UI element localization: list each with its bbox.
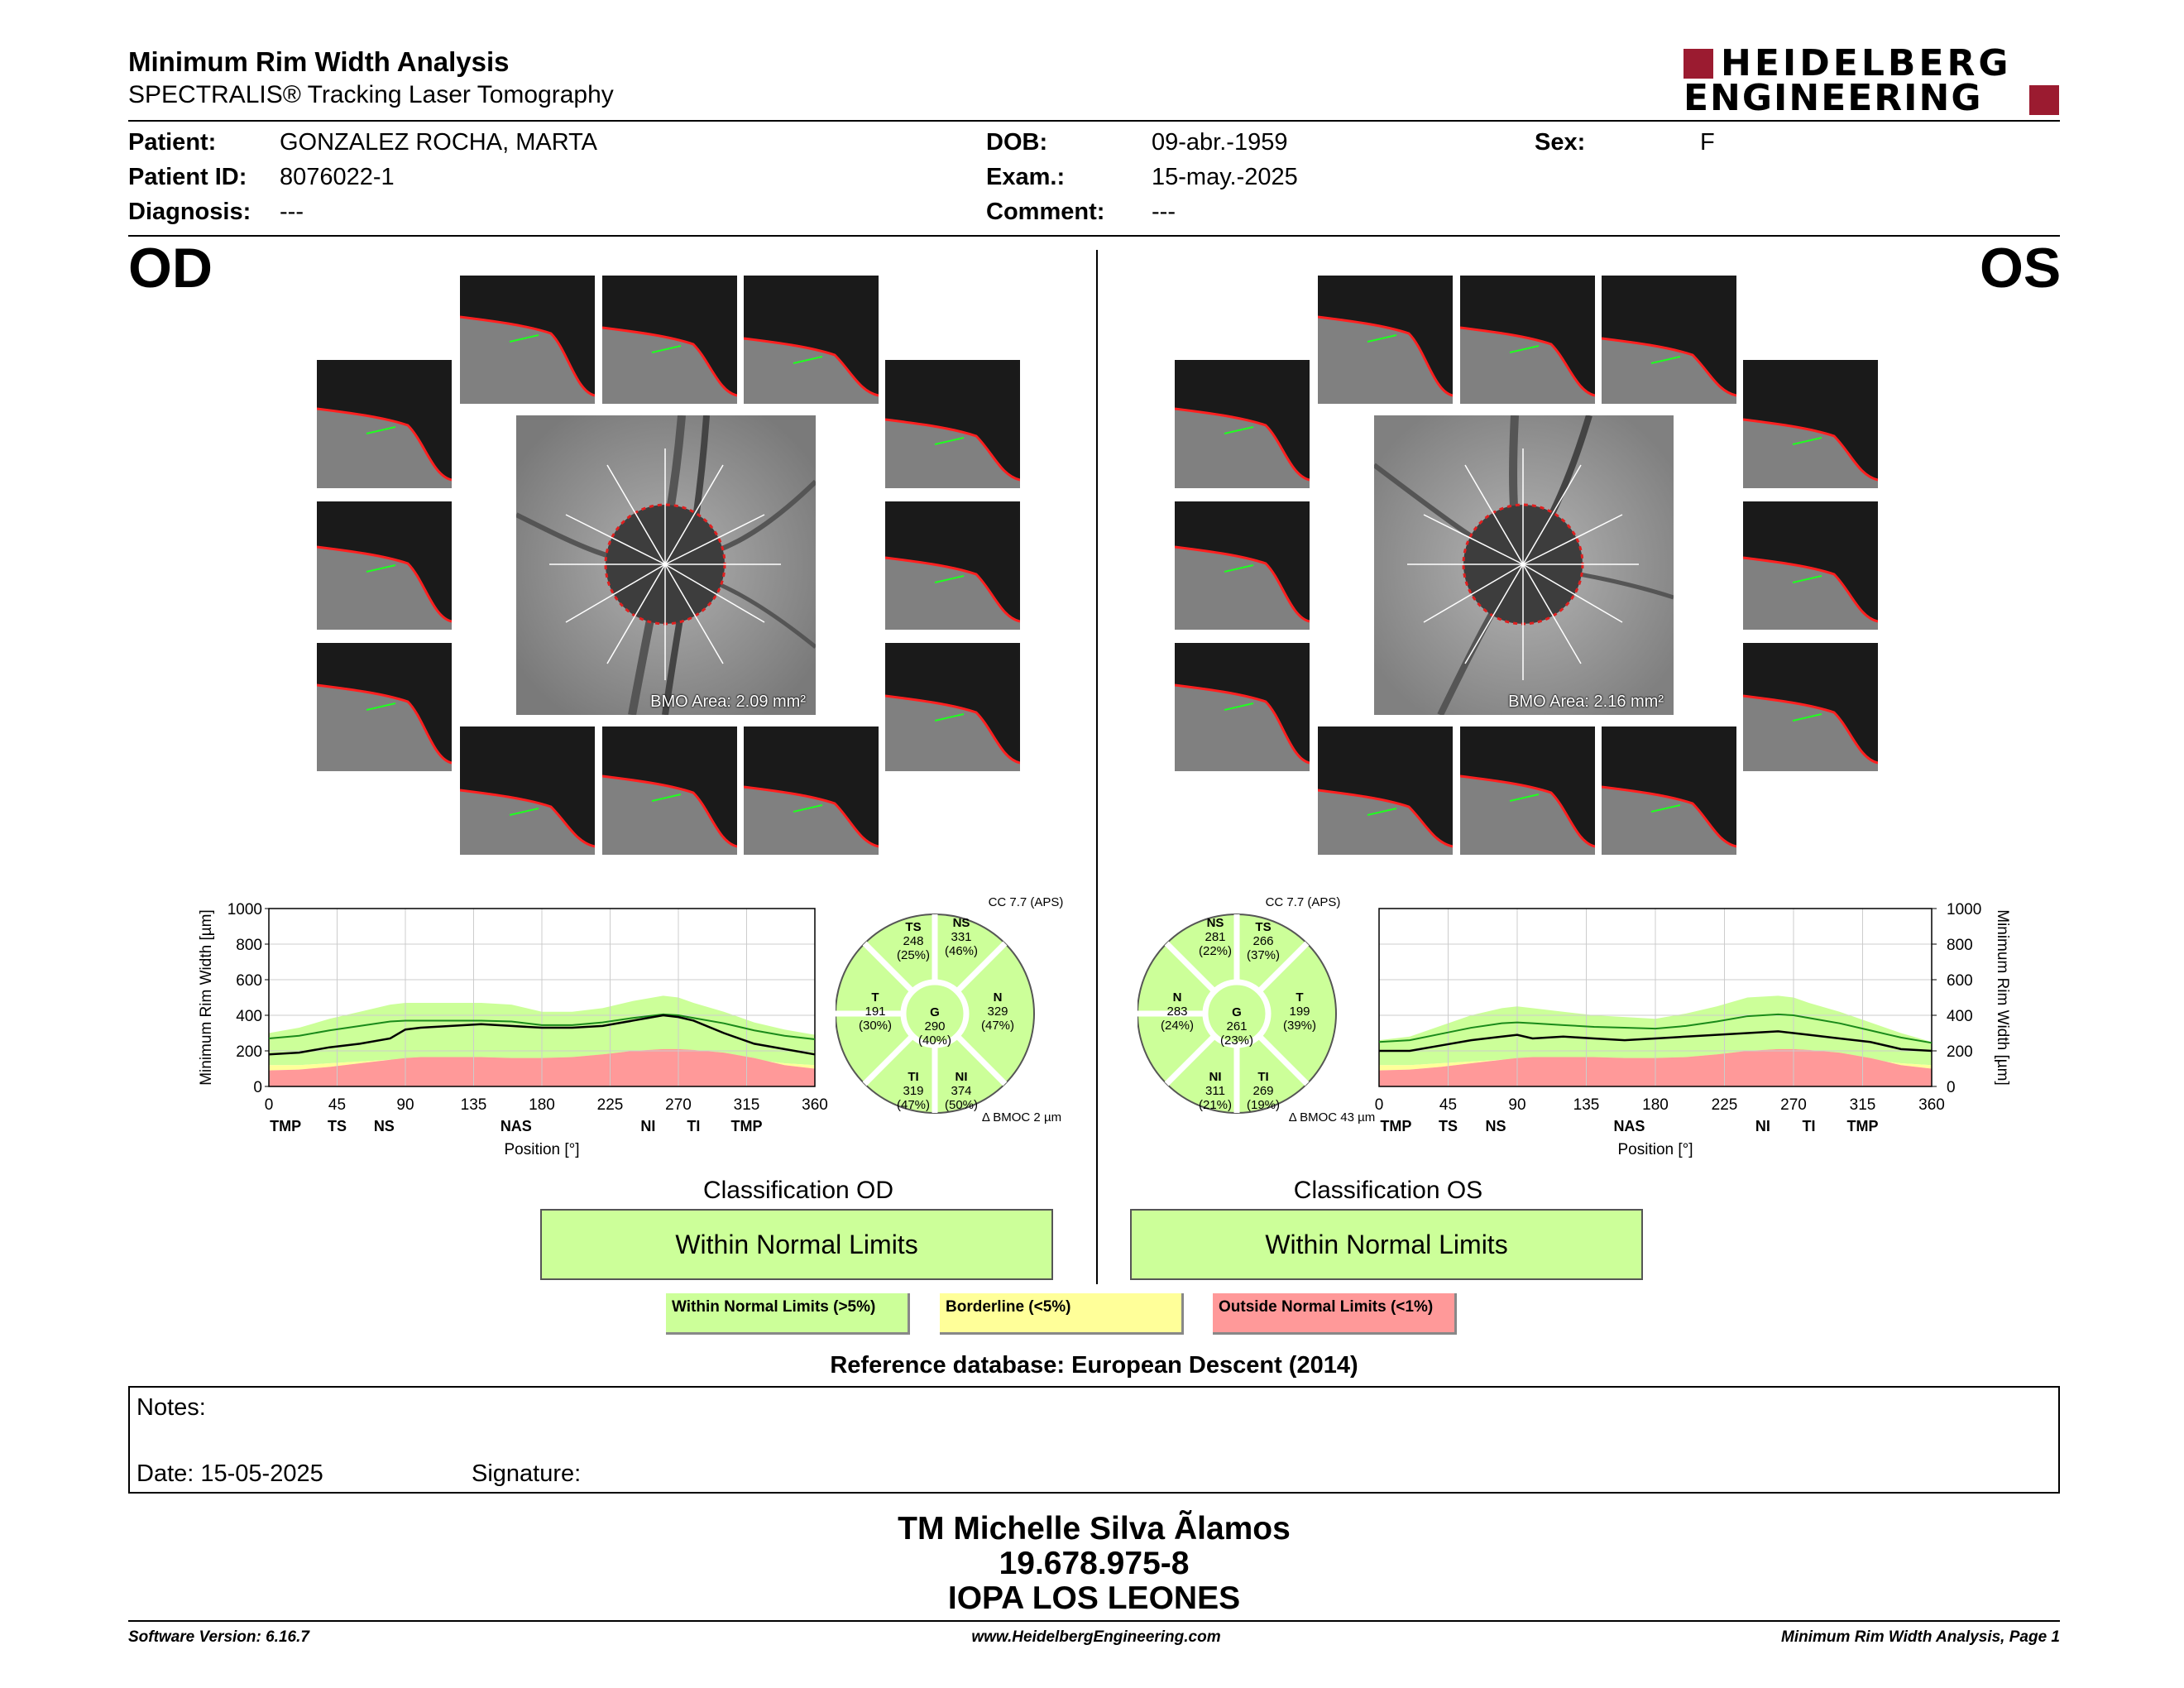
sector-label: NAS [1613,1118,1645,1134]
sector-label: TI [1802,1118,1816,1134]
x-tick-label: 90 [1508,1096,1526,1114]
sector-value: 199 [1289,1005,1310,1019]
y-tick-label: 600 [236,972,262,990]
sector-percent: (23%) [1219,1033,1254,1048]
sector-percent: (47%) [896,1098,931,1112]
x-tick-label: 180 [1642,1096,1669,1114]
sector-label: NI [640,1118,656,1134]
sector-percent: (40%) [917,1033,952,1048]
y-tick-label: 400 [236,1008,262,1025]
od-fundus-svg [516,415,816,715]
y-tick-label: 800 [236,937,262,954]
page-info: Minimum Rim Width Analysis, Page 1 [1781,1628,2060,1646]
od-oct-scan [885,501,1020,630]
sector-label: NI [1755,1118,1770,1134]
sector-value: 266 [1252,934,1274,948]
od-oct-scan [317,360,452,488]
os-oct-scan [1460,727,1595,855]
legend-borderline: Borderline (<5%) [940,1293,1184,1335]
dob-label: DOB: [986,129,1048,156]
sector-name: TI [908,1070,919,1084]
dob-value: 09-abr.-1959 [1152,129,1288,156]
report-subtitle: SPECTRALIS® Tracking Laser Tomography [128,81,614,108]
diagnosis-label: Diagnosis: [128,199,251,225]
comment-label: Comment: [986,199,1105,225]
od-bmo-area: BMO Area: 2.09 mm² [650,693,806,711]
signature-label: Signature: [472,1460,582,1487]
os-oct-scan [1175,360,1310,488]
sector-label: TS [1438,1118,1458,1134]
od-oct-scan [885,643,1020,771]
od-classification-box: Within Normal Limits [540,1209,1053,1280]
x-tick-label: 270 [1780,1096,1807,1114]
sector-value: 248 [903,934,924,948]
sector-label: TMP [1846,1118,1879,1134]
patient-label: Patient: [128,129,217,156]
y-tick-label: 1000 [1947,901,1982,918]
os-oct-scan [1602,727,1736,855]
diagnosis-value: --- [280,199,304,225]
sector-label: NS [373,1118,395,1134]
os-sector-circle [1138,894,1386,1125]
sector-percent: (30%) [858,1019,893,1033]
notes-box [128,1386,2060,1494]
patient-divider [128,235,2060,237]
od-mrw-chart [186,898,848,1171]
y-tick-label: 1000 [227,901,262,918]
sector-name: TS [905,920,922,934]
sector-value: 290 [924,1019,946,1033]
os-label: OS [1980,237,2062,300]
od-oct-scan [744,276,879,404]
x-tick-label: 45 [1439,1096,1458,1114]
x-tick-label: 90 [396,1096,414,1114]
patient-value: GONZALEZ ROCHA, MARTA [280,129,598,156]
sector-label: TS [327,1118,347,1134]
od-oct-scan [460,727,595,855]
logo-text-1: HEIDELBERG [1721,42,2012,84]
exam-value: 15-may.-2025 [1152,164,1298,190]
sector-percent: (39%) [1282,1019,1317,1033]
os-oct-scan [1743,643,1878,771]
reference-database: Reference database: European Descent (2014) [830,1352,1358,1379]
os-oct-scan [1318,276,1453,404]
y-tick-label: 800 [1947,937,1973,954]
bmoc-delta: Δ BMOC 2 µm [981,1110,1062,1125]
od-oct-scan [885,360,1020,488]
os-bmo-area: BMO Area: 2.16 mm² [1508,693,1664,711]
sector-name: NS [1206,916,1224,930]
sector-name: TI [1257,1070,1269,1084]
sector-name: T [1296,990,1304,1005]
sector-name: N [993,990,1003,1005]
sector-percent: (50%) [944,1098,979,1112]
sector-percent: (47%) [980,1019,1015,1033]
sector-percent: (46%) [944,944,979,958]
cc-label: CC 7.7 (APS) [988,895,1064,909]
date-label: Date: 15-05-2025 [136,1460,323,1487]
x-axis-label: Position [°] [504,1141,580,1158]
y-tick-label: 400 [1947,1008,1973,1025]
od-classification-title: Classification OD [702,1177,894,1204]
sector-percent: (22%) [1198,944,1233,958]
x-tick-label: 180 [529,1096,555,1114]
od-oct-scan [744,727,879,855]
sector-value: 311 [1205,1084,1225,1098]
sector-name: NI [955,1070,968,1084]
signer-id: 19.678.975-8 [999,1546,1190,1581]
sector-value: 331 [951,930,972,944]
od-oct-scan [602,276,737,404]
footer-divider [128,1620,2060,1622]
x-tick-label: 0 [1374,1096,1384,1114]
x-tick-label: 315 [1849,1096,1876,1114]
od-oct-scan [602,727,737,855]
od-oct-scan [317,643,452,771]
sector-value: 329 [987,1005,1008,1019]
signer-institution: IOPA LOS LEONES [947,1580,1241,1616]
sector-label: NS [1485,1118,1506,1134]
sex-label: Sex: [1535,129,1586,156]
os-oct-scan [1602,276,1736,404]
x-tick-label: 135 [460,1096,487,1114]
os-fundus-svg [1374,415,1674,715]
software-version: Software Version: 6.16.7 [128,1628,309,1646]
os-classification-title: Classification OS [1293,1177,1483,1204]
sector-label: TI [687,1118,701,1134]
sector-value: 261 [1226,1019,1248,1033]
y-axis-label: Minimum Rim Width [µm] [198,909,215,1086]
legend-outside: Outside Normal Limits (<1%) [1213,1293,1457,1335]
sector-name: T [871,990,879,1005]
os-mrw-chart [1344,898,2023,1171]
sector-name: TS [1255,920,1272,934]
report-title: Minimum Rim Width Analysis [128,46,510,77]
sector-label: TMP [270,1118,302,1134]
x-tick-label: 360 [1918,1096,1945,1114]
heidelberg-logo [1684,42,2064,119]
y-tick-label: 600 [1947,972,1973,990]
website: www.HeidelbergEngineering.com [971,1628,1221,1646]
sector-value: 319 [903,1084,924,1098]
y-tick-label: 0 [1947,1079,1956,1096]
od-oct-scan [460,276,595,404]
os-oct-scan [1743,501,1878,630]
header-divider [128,120,2060,122]
os-oct-scan [1175,501,1310,630]
x-tick-label: 225 [596,1096,624,1114]
sector-label: TMP [730,1118,763,1134]
od-oct-scan [317,501,452,630]
sector-name: G [930,1005,940,1019]
x-tick-label: 270 [665,1096,692,1114]
sector-label: TMP [1380,1118,1412,1134]
x-tick-label: 45 [328,1096,347,1114]
signer-name: TM Michelle Silva Ãlamos [898,1511,1291,1547]
sector-percent: (25%) [896,948,931,962]
y-axis-label: Minimum Rim Width [µm] [1994,909,2011,1086]
legend-normal: Within Normal Limits (>5%) [666,1293,910,1335]
sector-name: G [1232,1005,1242,1019]
center-divider [1096,250,1098,1284]
od-fundus-image [516,415,816,715]
x-tick-label: 135 [1573,1096,1600,1114]
os-fundus-image [1374,415,1674,715]
sector-percent: (37%) [1246,948,1281,962]
od-sector-circle [836,894,1084,1125]
y-tick-label: 0 [253,1079,262,1096]
x-tick-label: 225 [1711,1096,1738,1114]
os-oct-scan [1175,643,1310,771]
od-label: OD [128,237,213,300]
os-oct-scan [1318,727,1453,855]
x-axis-label: Position [°] [1617,1141,1693,1158]
x-tick-label: 0 [264,1096,274,1114]
os-classification-box: Within Normal Limits [1130,1209,1643,1280]
sector-name: NS [952,916,970,930]
bmoc-delta: Δ BMOC 43 µm [1288,1110,1376,1125]
sector-percent: (24%) [1160,1019,1195,1033]
os-oct-scan [1460,276,1595,404]
sector-value: 374 [951,1084,972,1098]
sector-value: 283 [1166,1005,1188,1019]
patient-id-label: Patient ID: [128,164,247,190]
exam-label: Exam.: [986,164,1066,190]
sector-label: NAS [500,1118,532,1134]
sector-value: 281 [1205,930,1226,944]
x-tick-label: 315 [733,1096,760,1114]
sector-value: 269 [1252,1084,1274,1098]
sector-name: N [1172,990,1182,1005]
sector-percent: (21%) [1198,1098,1233,1112]
logo-text-2: ENGINEERING [1684,77,1983,119]
sector-value: 191 [864,1005,886,1019]
sex-value: F [1700,129,1715,156]
logo-square-bottom [2029,85,2059,115]
cc-label: CC 7.7 (APS) [1265,895,1341,909]
os-oct-scan [1743,360,1878,488]
x-tick-label: 360 [802,1096,828,1114]
comment-value: --- [1152,199,1176,225]
y-tick-label: 200 [236,1043,262,1061]
sector-percent: (19%) [1246,1098,1281,1112]
patient-id-value: 8076022-1 [280,164,395,190]
sector-name: NI [1209,1070,1222,1084]
notes-label: Notes: [136,1394,206,1421]
y-tick-label: 200 [1947,1043,1973,1061]
logo-square-top [1684,49,1713,79]
